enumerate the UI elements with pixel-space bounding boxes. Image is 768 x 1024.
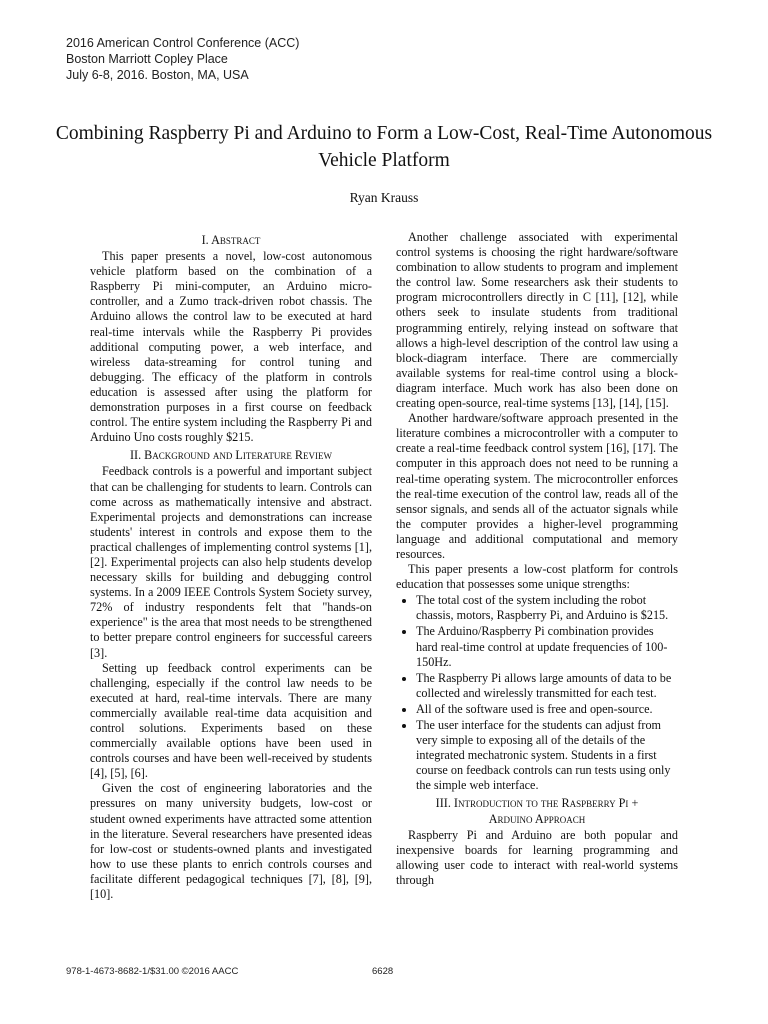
section-3-paragraph: Raspberry Pi and Arduino are both popular and inexpensive boards for learning programming and allowing user code to interact with real-world systems through [396,827,678,887]
abstract-heading: I. Abstract [201,233,261,247]
list-item: • The Raspberry Pi allows large amounts of data to be collected and wirelessly transmitted for each test. [416,671,678,701]
challenge-paragraph: Another challenge associated with experimental control systems is choosing the right hardware/software combination to allow students to program and implement the control law. Some researchers ask their students to program microcontrollers directly in C [11], [12], while others seek to insulate students from traditional programming entirely, relying instead on software that allows a high-level description of the control law using a block-diagram interface. There are commercially available systems for real-time control using a block-diagram interface. Much work has also been done on creating open-source, real-time systems [13], [14], [15]. [396,230,678,411]
approach-paragraph: Another hardware/software approach presented in the literature combines a microcontroller with a computer to create a real-time feedback control system [16], [17]. The computer in this approach does not need to be running a real-time operating system. The microcontroller enforces the real-time execution of the control law, reads all of the sensor signals, and sends all of the actuator signals while the computer provides a higher-level programming language and additional computational and memory resources. [396,411,678,561]
section-3-heading-line-1: III. Introduction to the Raspberry Pi + [435,796,639,811]
conference-date: July 6-8, 2016. Boston, MA, USA [66,68,249,82]
background-paragraph-1: Feedback controls is a powerful and important subject that can be challenging for students to learn. Controls can come across as mathematically intensive and abstract. Experimental projects and demonstrations can increase students' interest in controls and expose them to the practical challenges of implementing control systems [1], [2]. Experimental projects can also help students develop necessary skills for building and debugging control systems. In a 2009 IEEE Controls System Society survey, 72% of industry respondents felt that "hands-on experience" is the area that most needs to be strengthened to better prepare control engineers for successful careers [3]. [90,464,372,660]
paper-author: Ryan Krauss [349,190,419,205]
list-item: • The total cost of the system including the robot chassis, motors, Raspberry Pi, and Arduino is $215. [416,593,678,623]
list-item: • The user interface for the students can adjust from very simple to exposing all of the details of the integrated mechatronic system. Students in a first course on feedback controls can run tests using only the simple web interface. [416,718,678,793]
abstract-paragraph: This paper presents a novel, low-cost autonomous vehicle platform based on the combination of a Raspberry Pi mini-computer, an Arduino micro-controller, and a Zumo track-driven robot chassis. The Arduino allows the control law to be executed at hard real-time intervals while the Raspberry Pi provides additional computing power, a web interface, and wireless data-streaming for control tuning and debugging. The efficacy of the platform in controls education is assessed after using the platform for demonstration purposes in a first course on feedback control. The entire system including the Raspberry Pi and Arduino Uno costs roughly $215. [90,249,372,445]
paper-title: Combining Raspberry Pi and Arduino to Form a Low-Cost, Real-Time Autonomous Vehicle Platform [55,123,713,171]
conference-name: 2016 American Control Conference (ACC) [66,36,300,50]
copyright-footer: 978-1-4673-8682-1/$31.00 ©2016 AACC [66,966,239,977]
conference-header [66,35,299,83]
background-heading: II. Background and Literature Review [129,448,333,463]
list-item: • The Arduino/Raspberry Pi combination provides hard real-time control at update frequencies of 100-150Hz. [416,624,678,669]
strengths-list [396,593,678,793]
background-paragraph-2: Setting up feedback control experiments can be challenging, especially if the control law needs to be executed at hard, real-time intervals. There are many commercially available real-time data acquisition and control solutions. Experiments based on these commercially available options have been used in controls courses and have been well-received by students [4], [5], [6]. [90,660,372,781]
section-3-heading [396,796,678,826]
background-paragraph-3: Given the cost of engineering laboratories and the pressures on many university budgets, low-cost or student owned experiments have attracted some attention in the literature. Several researchers have presented ideas for low-cost or students-owned plants and investigated how to use these plants to enrich controls courses and facilitate different pedagogical techniques [7], [8], [9], [10]. [90,781,372,902]
strengths-intro-paragraph: This paper presents a low-cost platform for controls education that possesses some unique strengths: [396,562,678,592]
section-3-heading-line-2: Arduino Approach [488,811,586,826]
right-column [396,230,678,888]
page-number: 6628 [372,966,394,977]
left-column [90,230,372,902]
list-item: • All of the software used is free and open-source. [416,702,678,717]
conference-venue: Boston Marriott Copley Place [66,52,228,66]
